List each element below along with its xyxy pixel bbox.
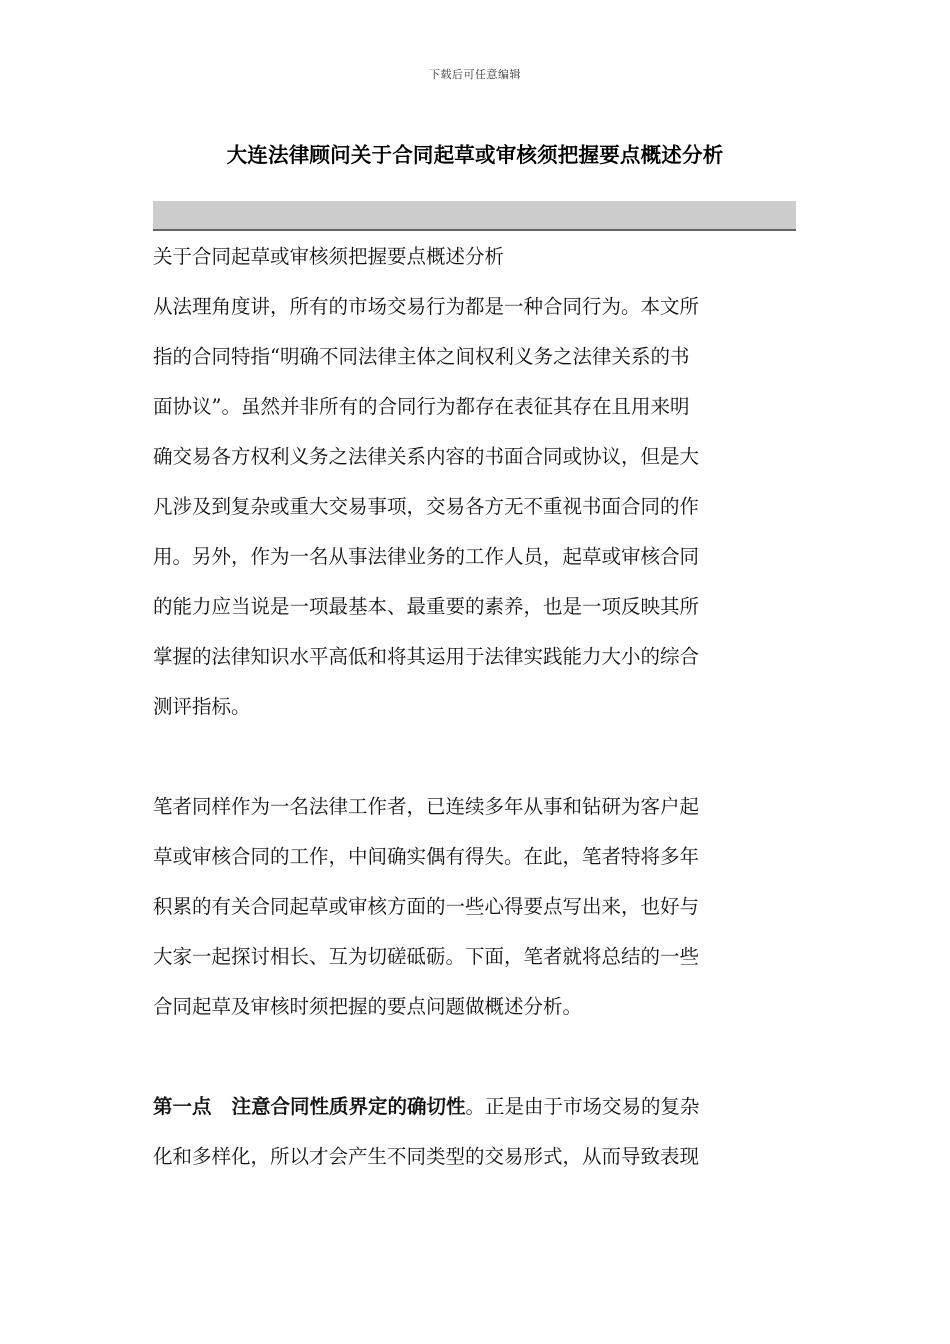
paragraph-1 [153,286,796,736]
point-1-label: 第一点 [153,1095,212,1118]
document-title: 大连法律顾问关于合同起草或审核须把握要点概述分析 [226,143,724,167]
subtitle: 关于合同起草或审核须把握要点概述分析 [153,245,505,268]
text-line: 确交易各方权利义务之法律关系内容的书面合同或协议，但是大 [153,445,700,468]
text-line: 面协议”。虽然并非所有的合同行为都存在表征其存在且用来明 [153,395,690,418]
text-line: 的能力应当说是一项最基本、最重要的素养，也是一项反映其所 [153,595,700,618]
document-body [153,236,796,1186]
paragraph-gap [153,1036,796,1086]
text-line: 指的合同特指“明确不同法律主体之间权利义务之法律关系的书 [153,345,690,368]
point-1-text: 。正是由于市场交易的复杂 [465,1095,700,1118]
paragraph-gap [153,736,796,786]
text-line: 掌握的法律知识水平高低和将其运用于法律实践能力大小的综合 [153,645,700,668]
text-line: 测评指标。 [153,695,251,718]
text-line: 合同起草及审核时须把握的要点问题做概述分析。 [153,995,583,1018]
title-bar [153,201,796,231]
text-line: 积累的有关合同起草或审核方面的一些心得要点写出来，也好与 [153,895,700,918]
text-line: 化和多样化，所以才会产生不同类型的交易形式，从而导致表现 [153,1145,700,1168]
text-line: 凡涉及到复杂或重大交易事项，交易各方无不重视书面合同的作 [153,495,700,518]
point-1-section [153,1086,796,1186]
text-line: 草或审核合同的工作，中间确实偶有得失。在此，笔者特将多年 [153,845,700,868]
text-line: 从法理角度讲，所有的市场交易行为都是一种合同行为。本文所 [153,295,700,318]
text-line: 大家一起探讨相长、互为切磋砥砺。下面，笔者就将总结的一些 [153,945,700,968]
text-line: 用。另外，作为一名从事法律业务的工作人员，起草或审核合同 [153,545,700,568]
point-1-heading: 注意合同性质界定的确切性 [231,1095,466,1118]
header-note: 下载后可任意编辑 [429,68,521,81]
text-line: 笔者同样作为一名法律工作者，已连续多年从事和钻研为客户起 [153,795,700,818]
point-1-line [153,1086,796,1136]
paragraph-2 [153,786,796,1036]
